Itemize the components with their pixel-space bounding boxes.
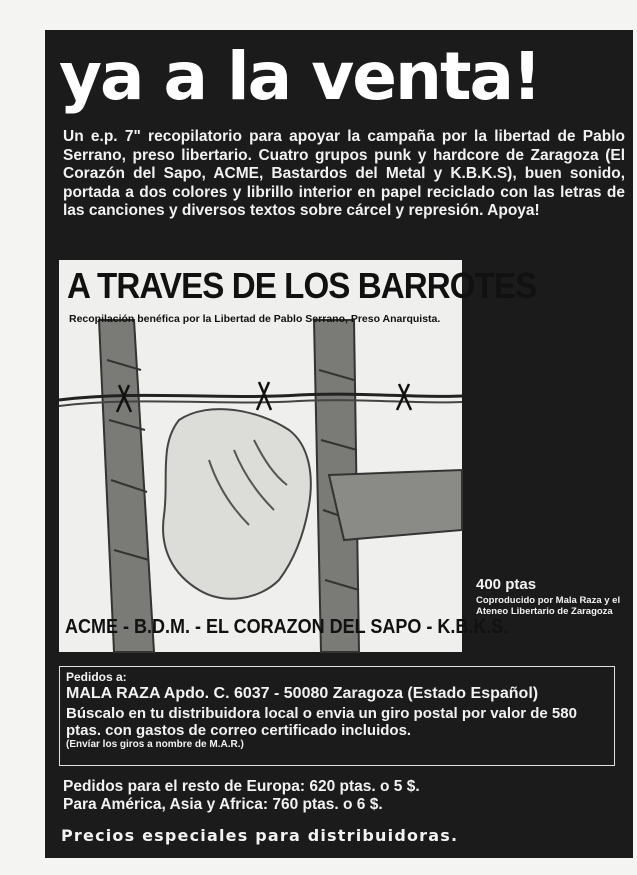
europe-price: Pedidos para el resto de Europa: 620 ptas. o 5 $. bbox=[63, 778, 420, 795]
coproduction-credit: Coproducido por Mala Raza y el Ateneo Libertario de Zaragoza bbox=[476, 595, 621, 617]
prison-bar-diagonal bbox=[329, 470, 462, 540]
americas-price: Para América, Asia y Africa: 760 ptas. o 6 $. bbox=[63, 796, 383, 813]
cover-band-list: ACME - B.D.M. - EL CORAZON DEL SAPO - K.B.K.S. bbox=[65, 616, 509, 638]
distributor-note: Precios especiales para distribuidoras. bbox=[61, 826, 459, 845]
intro-paragraph: Un e.p. 7" recopilatorio para apoyar la campaña por la libertad de Pablo Serrano, preso libertario. Cuatro grupos punk y hardcore de Zaragoza (El Corazón del Sapo, ACME, Bastardos del Metal y K.B.K.S), buen sonido, portada a dos colores y librillo interior en papel reciclado con las letras de las canciones y diversos textos sobre cárcel y represión. Apoya! bbox=[63, 128, 625, 219]
fist-drawing bbox=[163, 409, 311, 599]
headline: ya a la venta! bbox=[59, 38, 541, 115]
orders-address: MALA RAZA Apdo. C. 6037 - 50080 Zaragoza (Estado Español) bbox=[66, 685, 539, 702]
orders-note: (Envíar los giros a nombre de M.A.R.) bbox=[66, 739, 244, 750]
price-box bbox=[476, 577, 626, 617]
price: 400 ptas bbox=[476, 576, 537, 593]
orders-label: Pedidos a: bbox=[66, 670, 127, 684]
foreign-prices bbox=[63, 778, 603, 814]
cover-subtitle: Recopilación benéfica por la Libertad de Pablo Serrano, Preso Anarquista. bbox=[69, 313, 441, 325]
cover-title: A TRAVES DE LOS BARROTES bbox=[67, 265, 537, 306]
orders-instructions: Búscalo en tu distribuidora local o envia un giro postal por valor de 580 ptas. con gastos de correo certificado incluidos. bbox=[66, 705, 577, 739]
orders-box bbox=[59, 666, 615, 766]
flyer bbox=[45, 30, 633, 858]
